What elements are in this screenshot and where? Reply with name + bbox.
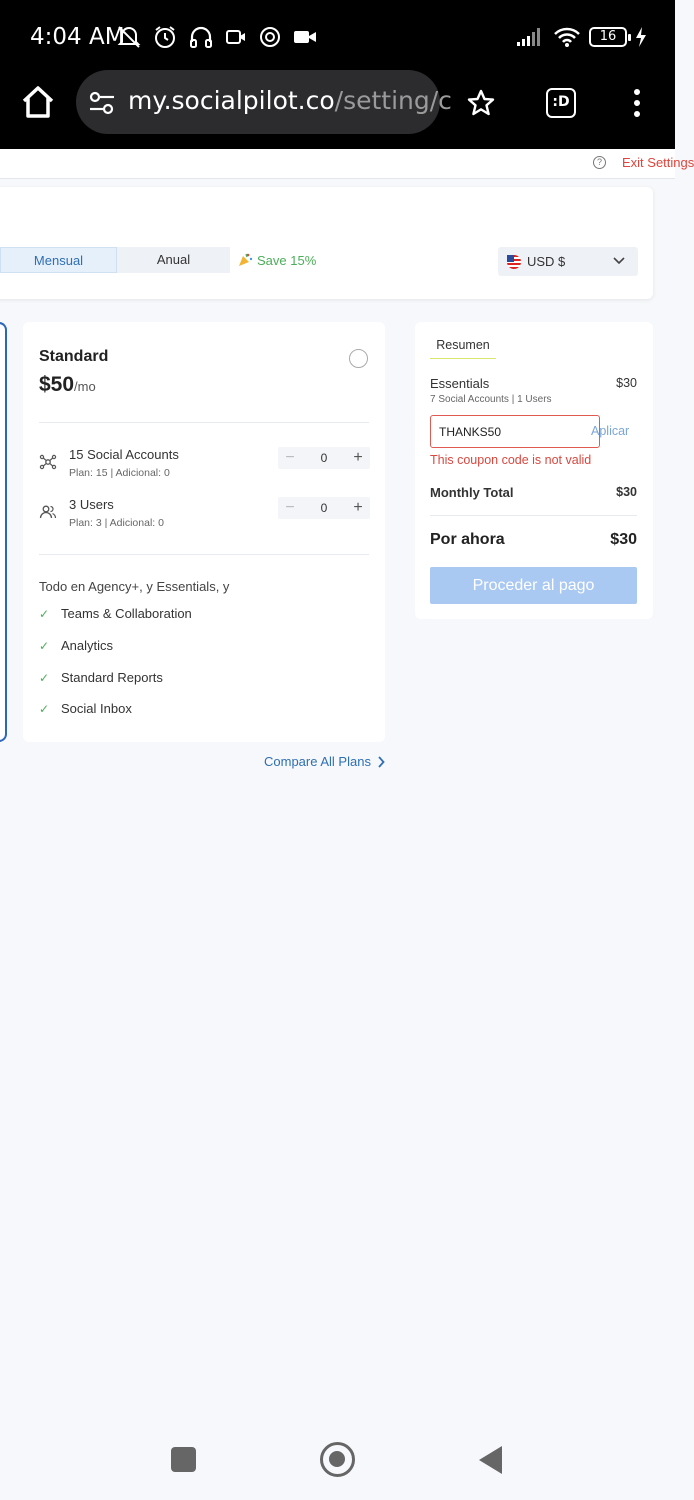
monthly-total-value: $30 — [616, 485, 637, 499]
alarm-icon — [152, 24, 178, 50]
social-accounts-stepper — [278, 447, 370, 469]
apply-coupon-button[interactable]: Aplicar — [591, 424, 630, 438]
status-icons — [116, 22, 318, 52]
divider — [430, 515, 637, 516]
wifi-icon — [553, 26, 581, 48]
help-icon[interactable]: ? — [593, 156, 606, 169]
monthly-total-row — [430, 485, 637, 500]
feature-item — [39, 670, 163, 685]
addon-title: 15 Social Accounts — [69, 447, 179, 462]
exit-settings-link[interactable]: Exit Settings — [622, 155, 694, 170]
addon-social-accounts — [39, 447, 369, 487]
plan-price-unit: /mo — [74, 379, 96, 394]
summary-item-price: $30 — [616, 376, 637, 390]
coupon-input[interactable] — [430, 415, 600, 448]
monthly-total-label: Monthly Total — [430, 485, 514, 500]
check-icon: ✓ — [39, 638, 50, 653]
tab-summary[interactable]: Resumen — [430, 338, 496, 359]
us-flag-icon — [507, 255, 521, 269]
previous-plan-card[interactable] — [0, 322, 7, 742]
decrement-button[interactable]: − — [285, 499, 295, 516]
check-icon: ✓ — [39, 701, 50, 716]
charging-icon — [635, 27, 647, 47]
checkout-button[interactable]: Proceder al pago — [430, 567, 637, 604]
battery-indicator: 16 — [589, 27, 627, 47]
feature-label: Analytics — [61, 638, 114, 653]
order-summary-card — [415, 322, 653, 619]
video-camera-icon — [292, 25, 318, 49]
chevron-down-icon — [612, 256, 626, 266]
addon-sub: Plan: 3 | Adicional: 0 — [69, 517, 164, 529]
increment-button[interactable]: + — [353, 499, 363, 516]
back-triangle-icon[interactable] — [478, 1445, 504, 1475]
recents-button[interactable] — [171, 1447, 196, 1472]
party-popper-icon — [237, 252, 253, 268]
summary-line-item — [430, 376, 637, 391]
due-now-label: Por ahora — [430, 531, 505, 548]
coupon-error-message: This coupon code is not valid — [430, 453, 592, 467]
tab-switcher-button[interactable]: :D — [546, 88, 576, 118]
due-now-row — [430, 531, 637, 549]
stepper-value[interactable]: 0 — [320, 501, 328, 515]
addon-users — [39, 497, 369, 537]
plan-card-standard[interactable] — [23, 322, 385, 742]
status-time: 4:04 AM — [30, 24, 125, 50]
headphones-icon — [188, 24, 214, 50]
page-header — [0, 149, 694, 179]
feature-item — [39, 606, 192, 621]
video-outline-icon — [224, 25, 248, 49]
status-right — [517, 22, 647, 52]
divider — [39, 422, 369, 423]
summary-item-name: Essentials — [430, 376, 490, 391]
users-icon — [39, 503, 57, 521]
app-badge-icon — [258, 25, 282, 49]
check-icon: ✓ — [39, 606, 50, 621]
plan-price-value: $50 — [39, 373, 75, 396]
toggle-annual[interactable]: Anual — [156, 252, 191, 267]
toggle-monthly[interactable]: Mensual — [0, 247, 117, 273]
feature-label: Standard Reports — [61, 670, 163, 685]
home-button[interactable] — [320, 1442, 355, 1477]
muted-bell-icon — [116, 24, 142, 50]
address-bar[interactable] — [76, 70, 452, 134]
stepper-value[interactable]: 0 — [320, 451, 328, 465]
decrement-button[interactable]: − — [285, 449, 295, 466]
home-icon[interactable] — [18, 82, 58, 122]
feature-item — [39, 701, 132, 716]
feature-label: Social Inbox — [61, 701, 132, 716]
currency-label: USD $ — [527, 254, 566, 269]
compare-all-plans-link[interactable] — [264, 754, 385, 769]
currency-select[interactable] — [498, 247, 638, 276]
compare-link-label: Compare All Plans — [264, 754, 371, 769]
signal-icon — [517, 27, 545, 47]
save-label: Save 15% — [257, 252, 317, 268]
feature-item — [39, 638, 113, 653]
feature-label: Teams & Collaboration — [61, 606, 192, 621]
more-menu-icon[interactable] — [632, 88, 642, 118]
plan-name: Standard — [39, 348, 109, 365]
billing-period-card — [0, 187, 653, 299]
addon-title: 3 Users — [69, 497, 114, 512]
check-icon: ✓ — [39, 670, 50, 685]
users-stepper — [278, 497, 370, 519]
plan-radio[interactable] — [349, 349, 368, 368]
features-heading: Todo en Agency+, y Essentials, y — [39, 579, 230, 594]
url-host: my.socialpilot.co — [128, 86, 335, 115]
url-text[interactable] — [128, 86, 452, 115]
url-path: /setting/c — [334, 86, 452, 115]
divider — [39, 554, 369, 555]
increment-button[interactable]: + — [353, 449, 363, 466]
bookmark-star-icon[interactable] — [466, 88, 496, 118]
billing-period-toggle — [0, 247, 230, 273]
summary-item-details: 7 Social Accounts | 1 Users — [430, 394, 552, 405]
site-settings-icon[interactable] — [88, 90, 116, 116]
due-now-value: $30 — [610, 531, 637, 548]
save-badge — [237, 252, 316, 268]
chevron-right-icon — [377, 756, 385, 768]
addon-sub: Plan: 15 | Adicional: 0 — [69, 467, 170, 479]
plan-price — [39, 373, 96, 397]
social-network-icon — [39, 453, 57, 471]
